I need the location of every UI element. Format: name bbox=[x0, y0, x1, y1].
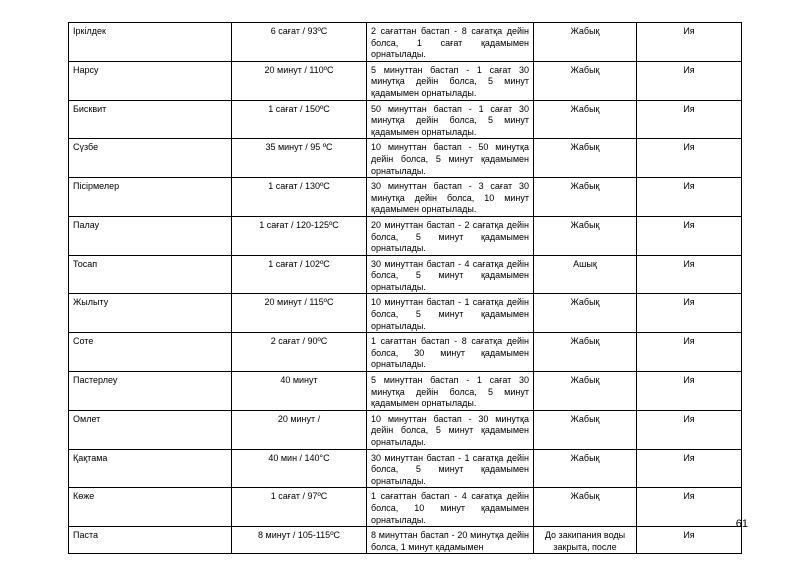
mode-default-time-temp: 20 минут / 110ºС bbox=[232, 61, 367, 100]
mode-name: Сүзбе bbox=[69, 139, 232, 178]
mode-lid-state: Ашық bbox=[534, 255, 637, 294]
mode-name: Соте bbox=[69, 333, 232, 372]
mode-default-time-temp: 1 сағат / 130ºС bbox=[232, 178, 367, 217]
table-row bbox=[69, 488, 742, 527]
table-row bbox=[69, 333, 742, 372]
mode-lid-state: До закипания воды закрыта, после bbox=[534, 527, 637, 554]
mode-default-time-temp: 20 минут / 115ºС bbox=[232, 294, 367, 333]
mode-lid-state: Жабық bbox=[534, 23, 637, 62]
mode-name: Омлет bbox=[69, 410, 232, 449]
mode-lid-state: Жабық bbox=[534, 372, 637, 411]
mode-name: Палау bbox=[69, 216, 232, 255]
mode-availability: Ия bbox=[637, 178, 742, 217]
mode-time-range: 10 минуттан бастап - 30 минутқа дейін болса, 5 минут қадамымен орнатылады. bbox=[367, 410, 534, 449]
mode-availability: Ия bbox=[637, 139, 742, 178]
mode-availability: Ия bbox=[637, 255, 742, 294]
mode-availability: Ия bbox=[637, 100, 742, 139]
table-row bbox=[69, 410, 742, 449]
table-row bbox=[69, 294, 742, 333]
mode-name: Пастерлеу bbox=[69, 372, 232, 411]
cooking-modes-table bbox=[68, 22, 742, 554]
mode-lid-state: Жабық bbox=[534, 139, 637, 178]
mode-default-time-temp: 2 сағат / 90ºС bbox=[232, 333, 367, 372]
mode-name: Нарсу bbox=[69, 61, 232, 100]
mode-availability: Ия bbox=[637, 372, 742, 411]
page-number: 61 bbox=[735, 518, 748, 530]
mode-availability: Ия bbox=[637, 410, 742, 449]
table-row bbox=[69, 178, 742, 217]
table-row bbox=[69, 216, 742, 255]
mode-availability: Ия bbox=[637, 527, 742, 554]
mode-time-range: 1 сағаттан бастап - 4 сағатқа дейін болса, 10 минут қадамымен орнатылады. bbox=[367, 488, 534, 527]
mode-lid-state: Жабық bbox=[534, 178, 637, 217]
mode-time-range: 10 минуттан бастап - 1 сағатқа дейін болса, 5 минут қадамымен орнатылады. bbox=[367, 294, 534, 333]
mode-name: Пісірмелер bbox=[69, 178, 232, 217]
mode-lid-state: Жабық bbox=[534, 61, 637, 100]
mode-default-time-temp: 35 минут / 95 ºС bbox=[232, 139, 367, 178]
table-row bbox=[69, 372, 742, 411]
mode-default-time-temp: 1 сағат / 97ºС bbox=[232, 488, 367, 527]
mode-name: Паста bbox=[69, 527, 232, 554]
mode-availability: Ия bbox=[637, 488, 742, 527]
mode-lid-state: Жабық bbox=[534, 100, 637, 139]
mode-default-time-temp: 6 сағат / 93ºС bbox=[232, 23, 367, 62]
mode-name: Жылыту bbox=[69, 294, 232, 333]
mode-default-time-temp: 40 минут bbox=[232, 372, 367, 411]
mode-time-range: 1 сағаттан бастап - 8 сағатқа дейін болса, 30 минут қадамымен орнатылады. bbox=[367, 333, 534, 372]
mode-time-range: 50 минуттан бастап - 1 сағат 30 минутқа дейін болса, 5 минут қадамымен орнатылады. bbox=[367, 100, 534, 139]
mode-lid-state: Жабық bbox=[534, 488, 637, 527]
mode-availability: Ия bbox=[637, 216, 742, 255]
mode-default-time-temp: 20 минут / bbox=[232, 410, 367, 449]
mode-time-range: 2 сағаттан бастап - 8 сағатқа дейін болса, 1 сағат қадамымен орнатылады. bbox=[367, 23, 534, 62]
mode-availability: Ия bbox=[637, 333, 742, 372]
table-row bbox=[69, 23, 742, 62]
mode-time-range: 10 минуттан бастап - 50 минутқа дейін болса, 5 минут қадамымен орнатылады. bbox=[367, 139, 534, 178]
mode-time-range: 20 минуттан бастап - 2 сағатқа дейін болса, 5 минут қадамымен орнатылады. bbox=[367, 216, 534, 255]
mode-default-time-temp: 1 сағат / 102ºС bbox=[232, 255, 367, 294]
mode-name: Тосап bbox=[69, 255, 232, 294]
table-row bbox=[69, 100, 742, 139]
mode-time-range: 30 минуттан бастап - 4 сағатқа дейін болса, 5 минут қадамымен орнатылады. bbox=[367, 255, 534, 294]
mode-availability: Ия bbox=[637, 23, 742, 62]
mode-name: Іркілдек bbox=[69, 23, 232, 62]
mode-default-time-temp: 8 минут / 105-115ºС bbox=[232, 527, 367, 554]
mode-lid-state: Жабық bbox=[534, 216, 637, 255]
mode-default-time-temp: 40 мин / 140°С bbox=[232, 449, 367, 488]
mode-time-range: 8 минуттан бастап - 20 минутқа дейін болса, 1 минут қадамымен bbox=[367, 527, 534, 554]
mode-default-time-temp: 1 сағат / 120-125ºС bbox=[232, 216, 367, 255]
mode-name: Бисквит bbox=[69, 100, 232, 139]
mode-lid-state: Жабық bbox=[534, 294, 637, 333]
mode-time-range: 5 минуттан бастап - 1 сағат 30 минутқа дейін болса, 5 минут қадамымен орнатылады. bbox=[367, 372, 534, 411]
table-row bbox=[69, 255, 742, 294]
table-row bbox=[69, 527, 742, 554]
mode-lid-state: Жабық bbox=[534, 333, 637, 372]
mode-time-range: 5 минуттан бастап - 1 сағат 30 минутқа дейін болса, 5 минут қадамымен орнатылады. bbox=[367, 61, 534, 100]
mode-name: Қақтама bbox=[69, 449, 232, 488]
mode-time-range: 30 минуттан бастап - 3 сағат 30 минутқа дейін болса, 10 минут қадамымен орнатылады. bbox=[367, 178, 534, 217]
table-row bbox=[69, 449, 742, 488]
mode-availability: Ия bbox=[637, 294, 742, 333]
mode-time-range: 30 минуттан бастап - 1 сағатқа дейін болса, 5 минут қадамымен орнатылады. bbox=[367, 449, 534, 488]
mode-lid-state: Жабық bbox=[534, 410, 637, 449]
mode-lid-state: Жабық bbox=[534, 449, 637, 488]
table-row bbox=[69, 61, 742, 100]
mode-availability: Ия bbox=[637, 449, 742, 488]
mode-default-time-temp: 1 сағат / 150ºС bbox=[232, 100, 367, 139]
mode-availability: Ия bbox=[637, 61, 742, 100]
table-row bbox=[69, 139, 742, 178]
mode-name: Көже bbox=[69, 488, 232, 527]
